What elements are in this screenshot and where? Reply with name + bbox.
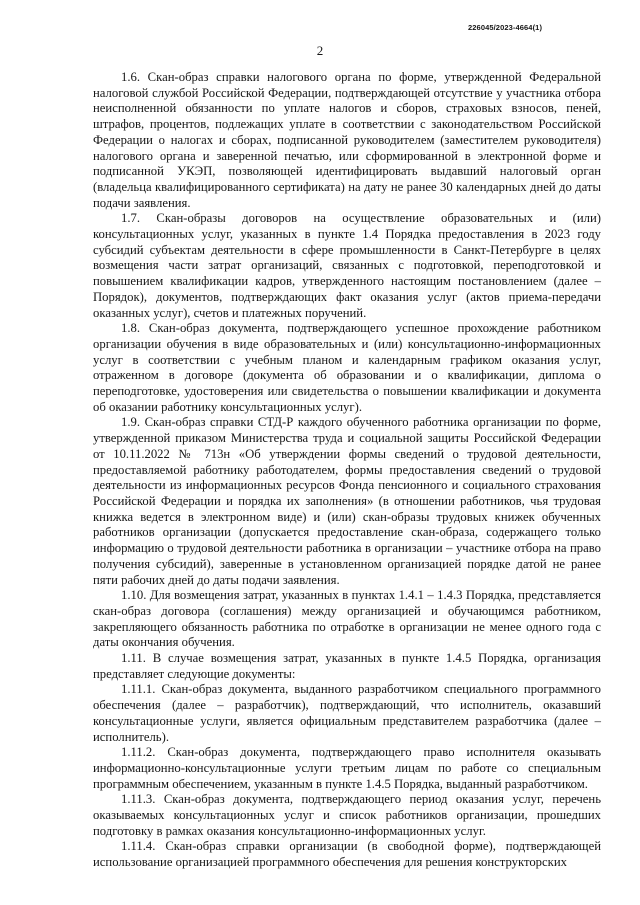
page-number: 2 [316,43,324,58]
paragraph-1-9: 1.9. Скан-образ справки СТД-Р каждого обученного работника организации по форме, утвержденной приказом Министерства труда и социальной защиты Российской Федерации от 10.11.2022 № 713н «Об утверждении формы сведений о трудовой деятельности, предоставляемой работнику работодателем, формы предоставления сведений о трудовой деятельности из информационных ресурсов Фонда пенсионного и социального страхования Российской Федерации и порядка их заполнения» (в отношении работников, чья трудовая книжка ведется в электронном виде) и (или) скан-образы трудовых книжек обученных работников организации (допускается предоставление скан-образа, содержащего только информацию о трудовой деятельности работника в организации – участнике отбора на право получения субсидий), заверенные в установленном организацией порядке датой не ранее пяти рабочих дней до даты подачи заявления. [93,415,601,587]
paragraph-1-11: 1.11. В случае возмещения затрат, указанных в пункте 1.4.5 Порядка, организация представляет следующие документы: [93,651,601,681]
paragraph-1-11-3: 1.11.3. Скан-образ документа, подтверждающего период оказания услуг, перечень оказываемых консультационных услуг и список работников организации, прошедших подготовку в рамках оказания консультационно-информационных услуг. [93,792,601,838]
paragraph-1-8: 1.8. Скан-образ документа, подтверждающего успешное прохождение работником организации обучения в виде образовательных и (или) консультационно-информационных услуг в соответствии с учебным планом и календарным графиком оказания услуг, отраженном в договоре (документа об образовании и о квалификации, диплома о переподготовке, удостоверения или свидетельства о повышении квалификации и документа об оказании работнику консультационных услуг). [93,321,601,414]
paragraph-1-7: 1.7. Скан-образы договоров на осуществление образовательных и (или) консультационных услуг, указанных в пункте 1.4 Порядка предоставления в 2023 году субсидий субъектам деятельности в сфере промышленности в Санкт-Петербурге в целях возмещения части затрат организаций, связанных с подготовкой, переподготовкой и повышением квалификации кадров, утвержденного настоящим постановлением (далее – Порядок), документов, подтверждающих факт оказания услуг (актов приема-передачи оказанных услуг), счетов и платежных поручений. [93,211,601,320]
paragraph-1-10: 1.10. Для возмещения затрат, указанных в пунктах 1.4.1 – 1.4.3 Порядка, представляется скан-образ договора (соглашения) между организацией и обучающимся работником, закрепляющего обязанность работника по отработке в организации не менее одного года с даты окончания обучения. [93,588,601,650]
document-id: 226045/2023-4664(1) [468,23,543,32]
document-body [93,70,601,871]
paragraph-1-11-2: 1.11.2. Скан-образ документа, подтверждающего право исполнителя оказывать информационно-консультационные услуги третьим лицам по работе со специальным программным обеспечением, указанным в пункте 1.4.5 Порядка, выданный разработчиком. [93,745,601,791]
paragraph-1-11-1: 1.11.1. Скан-образ документа, выданного разработчиком специального программного обеспечения (далее – разработчик), подтверждающий, что исполнитель, оказавший консультационные услуги, является официальным представителем разработчика (далее – исполнитель). [93,682,601,744]
paragraph-1-6: 1.6. Скан-образ справки налогового органа по форме, утвержденной Федеральной налоговой службой Российской Федерации, подтверждающей отсутствие у участника отбора неисполненной обязанности по уплате налогов и сборов, страховых взносов, пеней, штрафов, процентов, подлежащих уплате в соответствии с законодательством Российской Федерации о налогах и сборах, подписанной руководителем (заместителем руководителя) налогового органа и заверенной печатью, или сформированной в электронной форме и подписанной УКЭП, позволяющей идентифицировать выдавший налоговый орган (владельца квалифицированного сертификата) на дату не ранее 30 календарных дней до даты подачи заявления. [93,70,601,210]
paragraph-1-11-4: 1.11.4. Скан-образ справки организации (в свободной форме), подтверждающей использование организацией программного обеспечения для решения конструкторских [93,839,601,870]
